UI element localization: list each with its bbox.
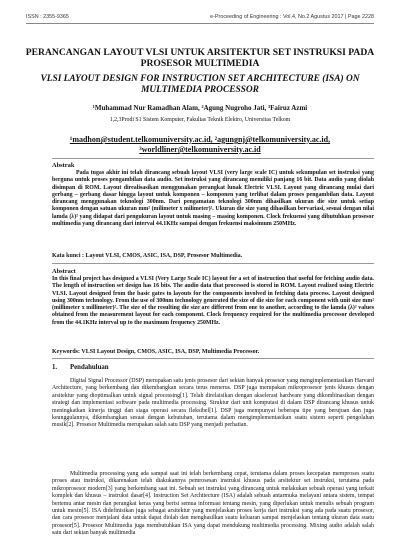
section-number: 1. bbox=[52, 364, 58, 371]
keywords: Keywords: VLSI Layout Design, CMOS, ASIC, ISA, DSP, Multimedia Processor. bbox=[52, 349, 260, 355]
section-heading bbox=[52, 364, 109, 371]
paragraph-2: Multimedia processing yang ada sampai saat ini telah berkembang cepat, terutama dalam proses kecepatan memproses suatu proses atau instruksi, dikarenakan telah diakukannya pemrosesan instruksi khusus pada arsitektur set instruksi, terutama pada mikroprosesor modern[3] yang berkembang saat ini. Sebuah set instruksi yang dirancang untuk melakukan sebuah operasi yang terkait komplek dan khusus – instruksi dasar[4]. Instruction Set Architecture (ISA) adalah sebuah antarmuka melayani antara sistem, tempat bertemu antar mesin dan perangkat keras yang berisi semua informasi tentang mesin, yang diperlukan untuk menulis sebuah program untuk mesin[5]. ISA didefinisikan juga sebagai arsitektur yang menjelaskan proses kerja dari instruksi yang ada pada suatu prosesor, dan cara prosesor menjalani data untuk dapat diolah dan menghasilkan suatu keluaran sampai menjelaskan tentang ukuran data suatu prosesor[5]. Prosesor Multimedia juga membutuhkan ISA yang dapat mendukung multimedia processing. Mixing audio adalah salah satu dari sekian banyak multimedia bbox=[52, 471, 374, 537]
page-header bbox=[26, 14, 374, 24]
issn-label: ISSN : 2355-9365 bbox=[26, 14, 69, 20]
title-english: VLSI LAYOUT DESIGN FOR INSTRUCTION SET ARCHITECTURE (ISA) ON MULTIMEDIA PROCESSOR bbox=[40, 74, 360, 95]
authors: ¹Muhammad Nur Ramadhan Alam, ²Agung Nugroho Jati, ³Fairuz Azmi bbox=[92, 104, 308, 112]
header-rule bbox=[26, 23, 374, 24]
author-emails[interactable]: ¹madhon@student.telkomuniversity.ac.id, ²agungnj@telkomuniversity.ac.id, ³worldliner@telkomuniversity.ac.id bbox=[69, 135, 331, 154]
abstract-text: In this final project has designed a VLSI (Very Large Scale IC) layout for a set of instruction that useful for fetching audio data. The length of instruction set design has 16 bits. The audio data that processed is stored in ROM. Layout realized using Electric VLSI. Layout designed from the basic gates to layouts for the components involved in fetching data process. Layout designed using 300nm technology. From the use of 300nm technology generated the size of die size for each component with unit size mm² (millimeter x millimeter)². The size of the resulting die size are different from one to another, according to the lamda (λ)² values obtained from the measurement layout for each component. Clock frequency required for the multimedia processor developed from the 44.1KHz interval up to the maximum frequency 250MHz. bbox=[52, 276, 374, 326]
abstrak-heading: Abstrak bbox=[52, 162, 75, 169]
affiliation: 1,2,3Prodi S1 Sistem Komputer, Fakultas Teknik Elektro, Universitas Telkom bbox=[109, 117, 291, 123]
abstrak-text: Pada tugas akhir ini telah dirancang sebuah layout VLSI (very large scale IC) untuk sekumpulan set instruksi yang berguna untuk proses pengambilan data audio. Set instruksi yang dirancang memiliki panjang 16 bit. Data audio yang diolah disimpan di ROM. Layout direalisasikan menggunakan perangkat lunak Electric VLSI. Layout yang dirancang mulai dari gerbang – gerbang dasar hingga layout untuk komponen – komponen yang terlibat dalam proses pengambilan data. Layout dirancang menggunakan teknologi 300nm. Dari pengamatan teknologi 300nm dihasilkan ukuran die size untuk setiap komponen dengan satuan ukuran mm² (milimeter x milimeter)². Ukuran die size yang dihasilkan bervariasi, sesuai dengan nilai lamda (λ)² yang didapat dari pengukuran layout untuk masing – masing komponen. Clock frekuensi yang dibutuhkan prosesor multimedia yang dirancang dari interval 44.1KHz sampai dengan frekuensi maksimum 250MHz. bbox=[52, 170, 374, 228]
kata-kunci: Kata kunci : Layout VLSI, CMOS, ASIC, ISA, DSP, Prosesor Multimedia. bbox=[52, 253, 243, 259]
abstract-heading: Abstract bbox=[52, 268, 76, 275]
journal-label: e-Proceeding of Engineering : Vol.4, No.2 Agustus 2017 | Page 2228 bbox=[210, 14, 374, 20]
paragraph-1: Digital Signal Processor (DSP) merupakan satu jenis prosesor dari sekian banyak prosesor yang mengimplementasikan Harvard Architecture, yang berkembang dan dikembangkan secara terus menerus. DSP juga merupakan mikroprosesor jenis khusus dengan arsitektur yang dioptimalkan untuk signal processing[1]. Telah direlaisikan dengan akselerasi hardware yang dikombinasikan dengan strategi dan implementasi software pada multimedia processing. Struktur dari unit komputasi di dalam DSP dirancang khusus untuk meningkatkan kinerja tinggi dan siaga operasi secara fleksibel[1]. DSP juga mempunyai beberapa tipe yang berujuan dan juga keunggulannya, dikembangkan sesuai dengan kebutuhan, terutama dalam mengimplementasikan suatu sistem seperti pengolahan musik[2]. Prosesor Multimedia merupakan salah satu DSP yang menjadi perhatian. bbox=[52, 378, 374, 429]
abstract-en-divider bbox=[52, 263, 374, 264]
section-divider bbox=[52, 358, 374, 359]
section-title: Pendahuluan bbox=[70, 364, 109, 371]
title-indonesian: PERANCANGAN LAYOUT VLSI UNTUK ARSITEKTUR SET INSTRUKSI PADA PROSESOR MULTIMEDIA bbox=[25, 47, 375, 69]
